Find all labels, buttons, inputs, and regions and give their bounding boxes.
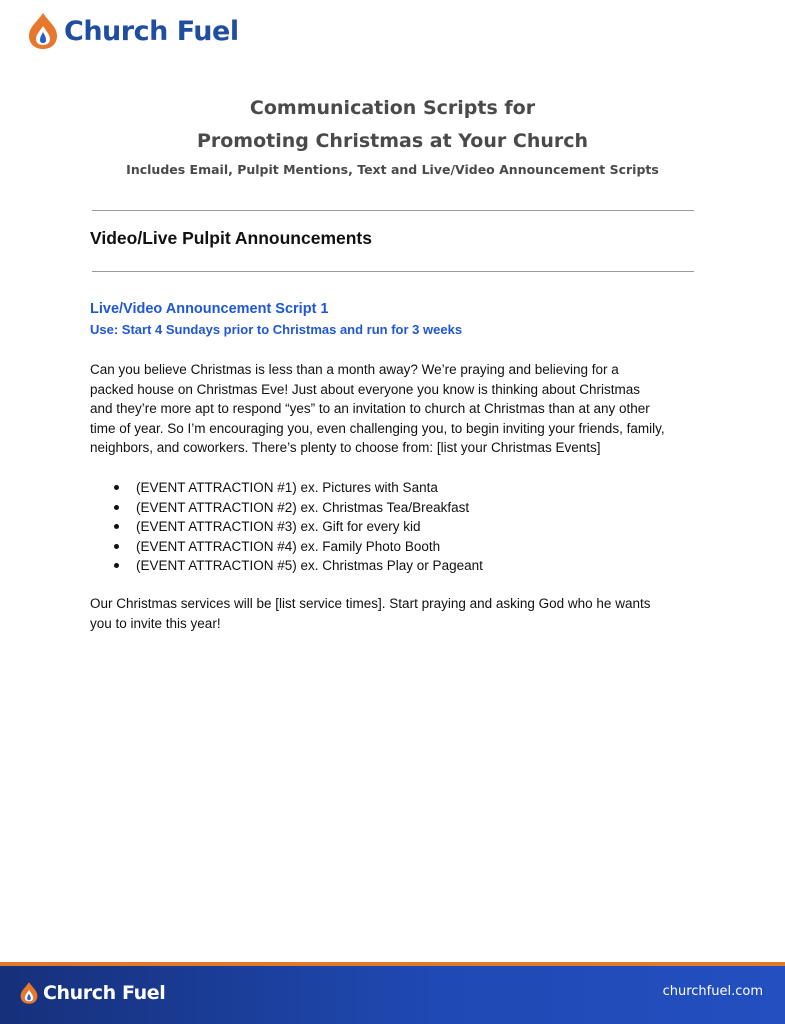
list-item bbox=[90, 517, 483, 537]
bullet-icon bbox=[114, 544, 119, 549]
bullet-icon bbox=[114, 524, 119, 529]
divider-bottom bbox=[92, 271, 694, 272]
footer-logo bbox=[20, 981, 165, 1005]
footer-brand-name: Church Fuel bbox=[43, 982, 166, 1004]
list-item-text: (EVENT ATTRACTION #2) ex. Christmas Tea/Breakfast bbox=[136, 499, 470, 515]
footer-bar bbox=[0, 962, 785, 1024]
bullet-icon bbox=[114, 505, 119, 510]
script-title: Live/Video Announcement Script 1 bbox=[90, 301, 329, 317]
footer-website-link[interactable]: churchfuel.com bbox=[662, 984, 763, 999]
document-subtitle: Includes Email, Pulpit Mentions, Text and Live/Video Announcement Scripts bbox=[126, 162, 659, 177]
event-attraction-list bbox=[90, 478, 483, 576]
list-item bbox=[90, 478, 483, 498]
closing-line: Our Christmas services will be [list service times]. Start praying and asking God who he wants bbox=[90, 596, 651, 611]
list-item-text: (EVENT ATTRACTION #1) ex. Pictures with Santa bbox=[136, 480, 438, 495]
section-heading: Video/Live Pulpit Announcements bbox=[90, 228, 372, 248]
flame-icon bbox=[20, 981, 38, 1005]
list-item-text: (EVENT ATTRACTION #4) ex. Family Photo Booth bbox=[136, 538, 441, 554]
bullet-icon bbox=[114, 563, 119, 568]
list-item bbox=[90, 556, 483, 576]
list-item-text: (EVENT ATTRACTION #5) ex. Christmas Play or Pageant bbox=[136, 558, 483, 574]
script-usage-note: Use: Start 4 Sundays prior to Christmas and run for 3 weeks bbox=[90, 322, 463, 337]
bullet-icon bbox=[114, 485, 119, 490]
intro-line: neighbors, and coworkers. There’s plenty to choose from: [list your Christmas Events] bbox=[90, 440, 601, 456]
document-title-line-1: Communication Scripts for bbox=[249, 97, 536, 119]
script-intro-paragraph bbox=[90, 360, 710, 458]
brand-name: Church Fuel bbox=[64, 15, 239, 47]
intro-line: Can you believe Christmas is less than a month away? We’re praying and believing for a bbox=[90, 362, 619, 377]
intro-line: and they’re more apt to respond “yes” to an invitation to church at Christmas than at any other bbox=[90, 401, 650, 417]
document-title-block bbox=[0, 92, 785, 177]
flame-icon bbox=[28, 12, 58, 50]
closing-line: you to invite this year! bbox=[90, 615, 221, 631]
list-item bbox=[90, 537, 483, 557]
intro-line: packed house on Christmas Eve! Just about everyone you know is thinking about Christmas bbox=[90, 381, 641, 397]
intro-line: time of year. So I’m encouraging you, even challenging you, to begin inviting your friends, family, bbox=[90, 420, 665, 436]
footer-accent-stripe bbox=[0, 962, 785, 966]
list-item bbox=[90, 498, 483, 518]
list-item-text: (EVENT ATTRACTION #3) ex. Gift for every kid bbox=[136, 519, 421, 535]
script-closing-paragraph bbox=[90, 594, 710, 633]
divider-top bbox=[92, 210, 694, 211]
document-title-line-2: Promoting Christmas at Your Church bbox=[196, 130, 589, 152]
header-logo bbox=[28, 12, 239, 50]
